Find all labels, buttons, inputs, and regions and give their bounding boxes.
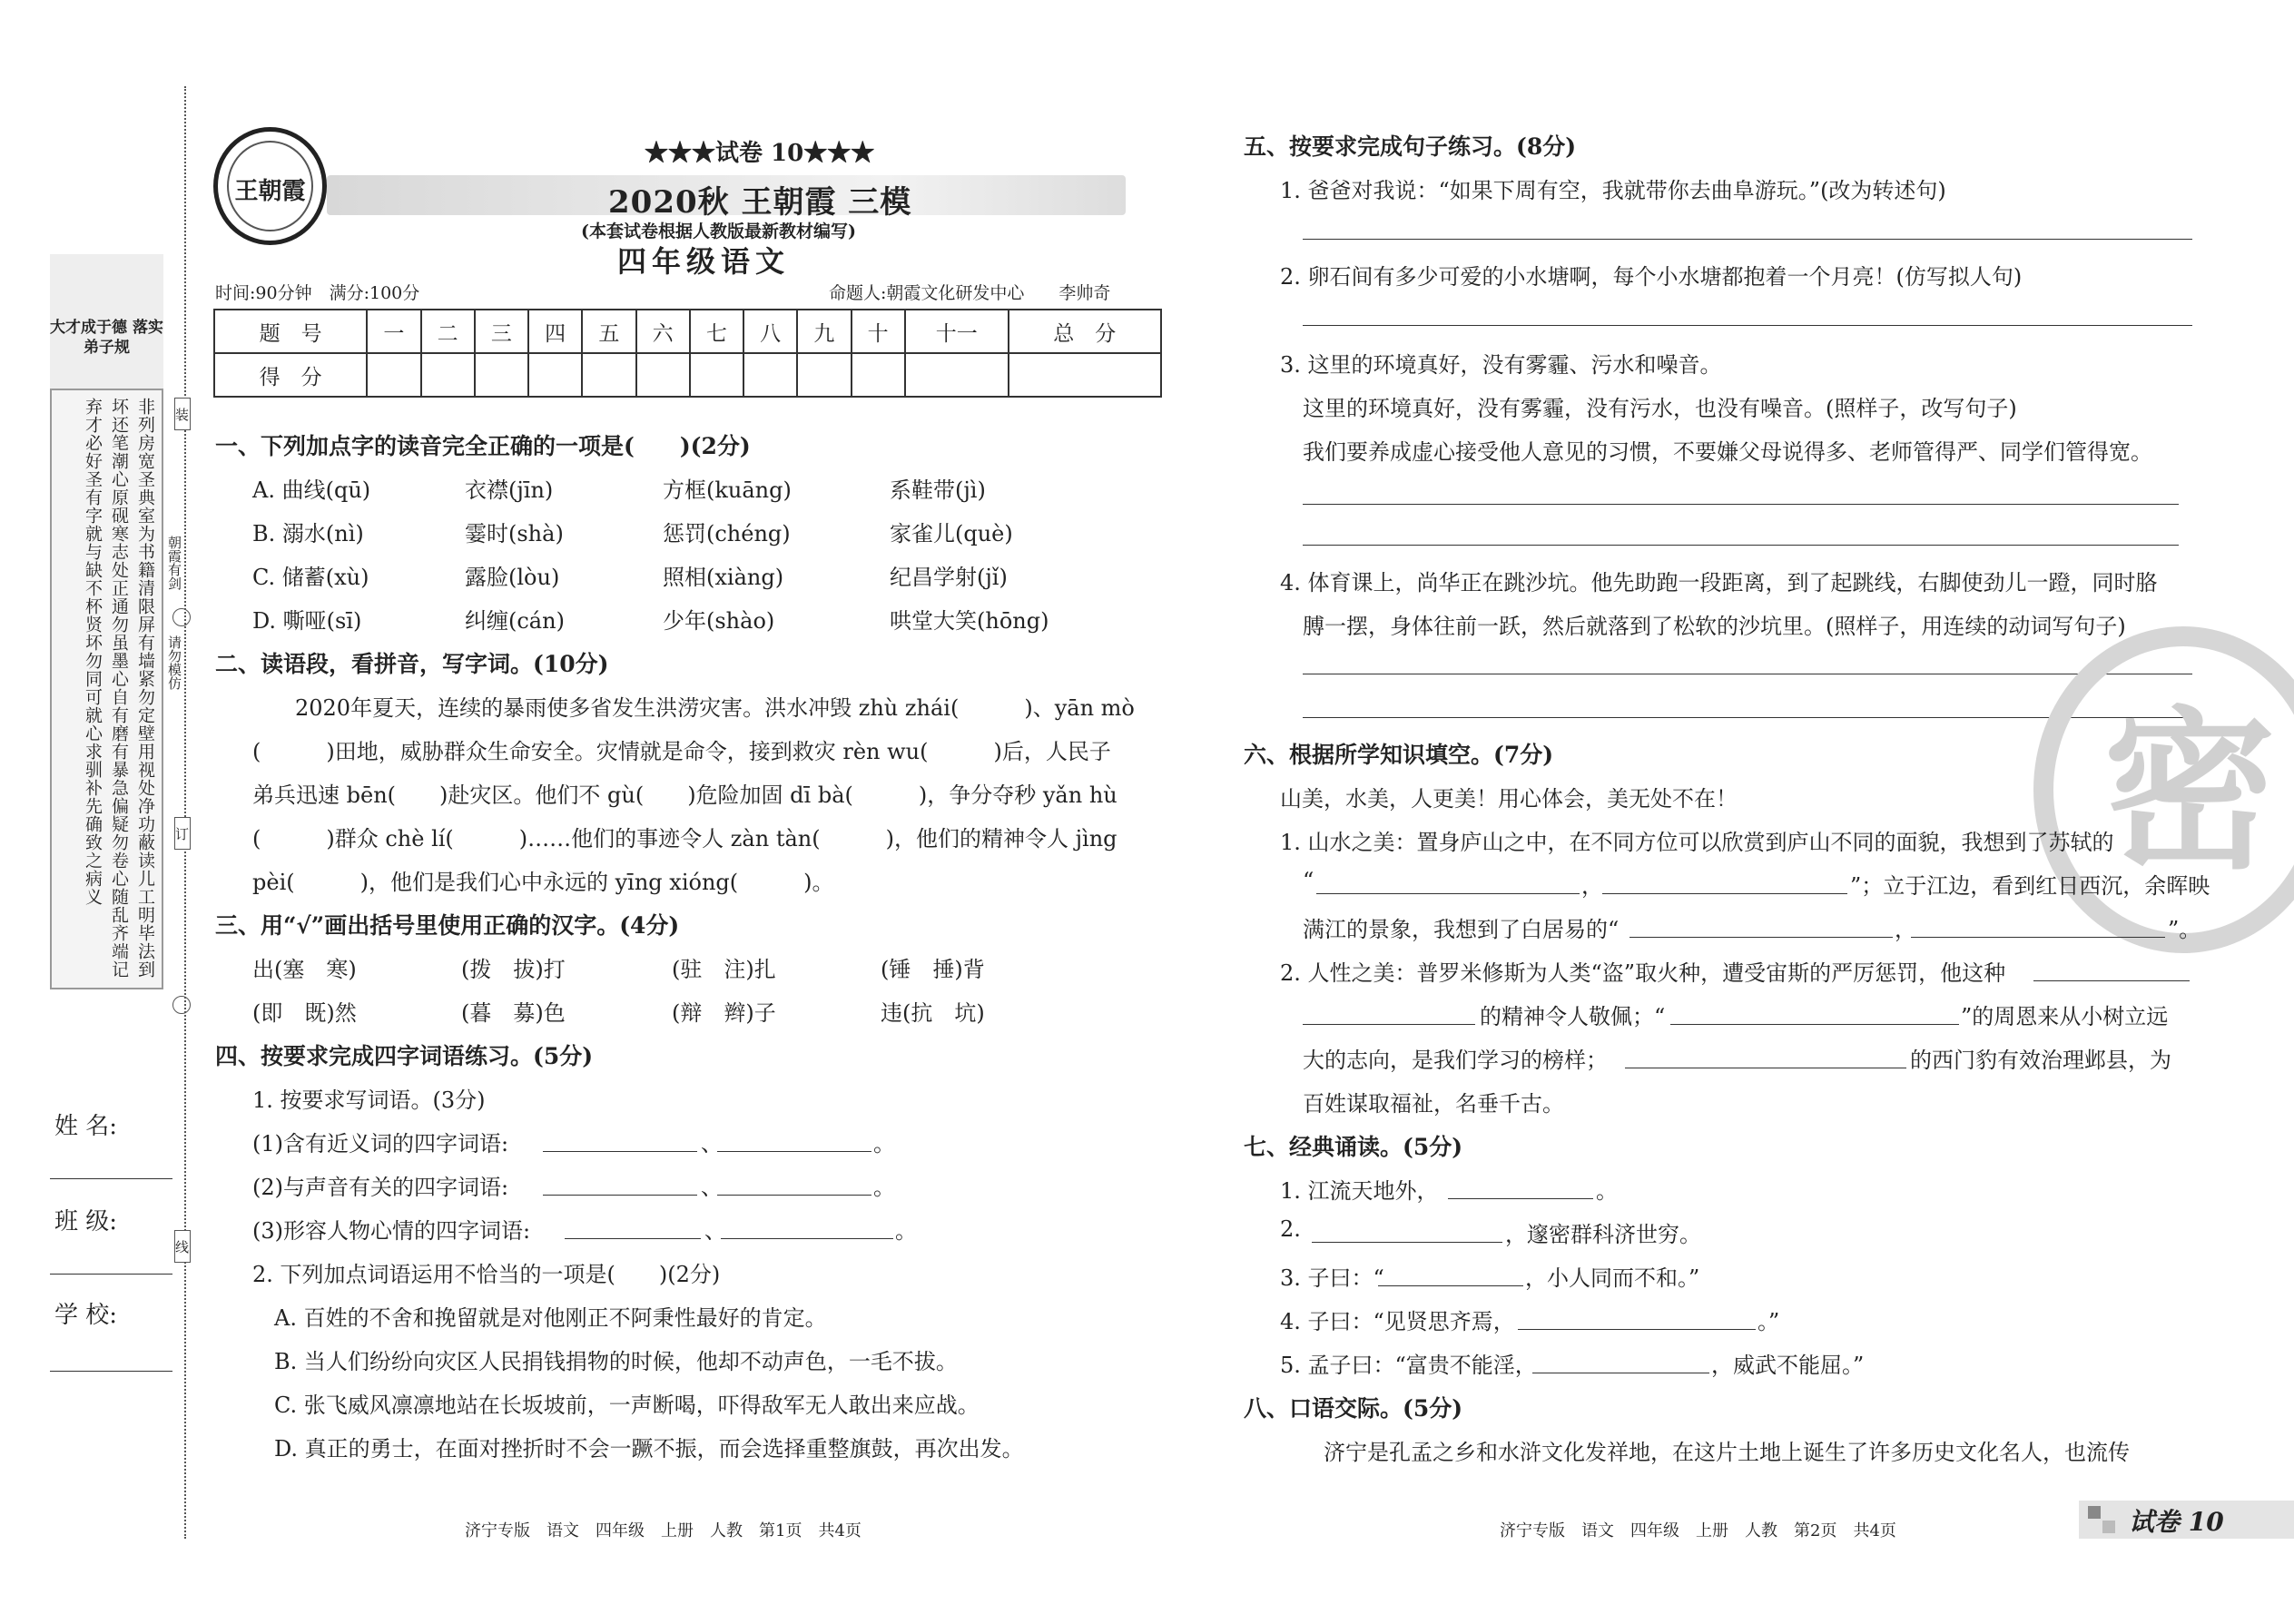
q2-line: ( )群众 chè lí( )……他们的事迹令人 zàn tàn( )，他们的精神令人 jìng — [252, 826, 1117, 851]
class-label: 班 级: — [54, 1208, 118, 1235]
q4-option: D. 真正的勇士，在面对挫折时不会一蹶不振，而会选择重整旗鼓，再次出发。 — [274, 1436, 1024, 1462]
hole-icon — [172, 608, 191, 626]
q4-sub2: 2. 下列加点词语运用不恰当的一项是( )(2分) — [252, 1262, 721, 1287]
answer-blank[interactable] — [1602, 893, 1847, 894]
q7-item: 3. 子曰：“ — [1280, 1265, 1384, 1291]
score-cell[interactable] — [528, 353, 582, 397]
score-cell[interactable] — [852, 353, 905, 397]
table-cell: 七 — [690, 310, 743, 353]
table-row — [214, 310, 1161, 353]
q1-option: 家雀儿(què) — [890, 521, 1013, 546]
score-table — [213, 309, 1162, 398]
q1-option: 纪昌学射(jǐ) — [890, 565, 1008, 590]
q3-option[interactable]: 违(抗 坑) — [881, 1000, 985, 1026]
q7-item: ，小人同而不和。” — [1525, 1265, 1700, 1291]
q3-option[interactable]: (拨 拔)打 — [461, 957, 566, 982]
q1-option: 露脸(lòu) — [465, 565, 560, 590]
q6-line: 2. 人性之美：普罗米修斯为人类“盗”取火种，遭受宙斯的严厉惩罚，他这种 — [1280, 960, 2006, 986]
subject-title: 四年级语文 — [617, 244, 791, 279]
q6-line: 1. 山水之美：置身庐山之中，在不同方位可以欣赏到庐山不同的面貌，我想到了苏轼的 — [1280, 830, 2114, 855]
question-2-title: 二、读语段，看拼音，写字词。(10分) — [215, 651, 609, 677]
question-7-title: 七、经典诵读。(5分) — [1244, 1134, 1463, 1160]
name-field[interactable] — [50, 1178, 172, 1179]
table-cell: 题 号 — [214, 310, 367, 353]
q1-option: 霎时(shà) — [465, 521, 564, 546]
score-cell[interactable] — [475, 353, 528, 397]
brand-logo — [213, 127, 327, 245]
separator: 、 — [701, 1175, 723, 1200]
cut-note: 朝霞有剑 — [166, 536, 182, 590]
q6-intro: 山美，水美，人更美！用心体会，美无处不在！ — [1280, 786, 1738, 812]
answer-blank[interactable] — [565, 1238, 701, 1239]
binding-mark: 订 — [174, 817, 191, 850]
q8-text: 济宁是孔孟之乡和水浒文化发祥地，在这片土地上诞生了许多历史文化名人，也流传 — [1324, 1440, 2130, 1465]
answer-blank[interactable] — [717, 1195, 871, 1196]
table-cell: 一 — [367, 310, 420, 353]
answer-blank[interactable] — [543, 1195, 697, 1196]
q7-item: 1. 江流天地外， — [1280, 1178, 1439, 1204]
answer-line[interactable] — [1303, 545, 2179, 546]
cut-line — [184, 86, 186, 1539]
score-cell[interactable] — [690, 353, 743, 397]
q6-line: 百姓谋取福祉，名垂千古。 — [1303, 1091, 1564, 1117]
period: 。 — [895, 1218, 917, 1244]
q3-option[interactable]: (锤 捶)背 — [881, 957, 985, 982]
binding-mark: 线 — [174, 1230, 191, 1263]
q3-option[interactable]: (即 既)然 — [252, 1000, 357, 1026]
q7-item: ，邃密群科济世穷。 — [1505, 1222, 1701, 1247]
footer-right: 济宁专版 语文 四年级 上册 人教 第2页 共4页 — [1500, 1521, 1896, 1540]
question-3-title: 三、用“√”画出括号里使用正确的汉字。(4分) — [215, 912, 680, 939]
q4-item: (2)与声音有关的四字词语: — [252, 1175, 509, 1200]
q4-item: (3)形容人物心情的四字词语: — [252, 1218, 531, 1244]
answer-blank[interactable] — [1316, 893, 1580, 894]
q1-option: 方框(kuāng) — [663, 477, 792, 503]
badge-square-icon — [2102, 1521, 2115, 1533]
q6-line: 大的志向，是我们学习的榜样； — [1303, 1048, 1608, 1073]
answer-blank[interactable] — [1518, 1329, 1756, 1330]
table-cell: 三 — [475, 310, 528, 353]
table-cell: 得 分 — [214, 353, 367, 397]
answer-blank[interactable] — [1629, 937, 1893, 938]
q3-option[interactable]: (暮 募)色 — [461, 1000, 566, 1026]
answer-blank[interactable] — [2033, 980, 2190, 981]
q3-option[interactable]: (辩 辫)子 — [672, 1000, 776, 1026]
cut-note: 请勿模仿 — [166, 635, 182, 690]
question-8-title: 八、口语交际。(5分) — [1244, 1395, 1463, 1422]
q7-item: 2. — [1280, 1216, 1301, 1242]
score-cell[interactable] — [1009, 353, 1161, 397]
q6-line: ”；立于江边，看到红日西沉，余晖映 — [1850, 873, 2210, 899]
table-cell: 总 分 — [1009, 310, 1161, 353]
q5-sentence: 3. 这里的环境真好，没有雾霾、污水和噪音。 — [1280, 352, 1722, 378]
q5-sentence: 我们要养成虚心接受他人意见的习惯，不要嫌父母说得多、老师管得严、同学们管得宽。 — [1303, 439, 2152, 465]
score-cell[interactable] — [905, 353, 1009, 397]
motto-banner: 大才成于德 落实弟子规 — [50, 319, 163, 357]
q7-item: 4. 子曰：“见贤思齐焉， — [1280, 1309, 1515, 1334]
table-cell: 二 — [421, 310, 475, 353]
q2-line: ( )田地，威胁群众生命安全。灾情就是命令，接到救灾 rèn wu( )后，人民子 — [252, 739, 1111, 764]
q4-option: A. 百姓的不舍和挽留就是对他刚正不阿秉性最好的肯定。 — [274, 1305, 827, 1331]
q2-line: pèi( )，他们是我们心中永远的 yīng xióng( )。 — [252, 870, 834, 895]
q7-item: ，威武不能屈。” — [1711, 1353, 1865, 1378]
score-cell[interactable] — [421, 353, 475, 397]
q2-line: 2020年夏天，连续的暴雨使多省发生洪涝灾害。洪水冲毁 zhù zhái( )、yān mò — [295, 695, 1135, 721]
q5-sentence: 膊一摆，身体往前一跃，然后就落到了松软的沙坑里。(照样子，用连续的动词写句子) — [1303, 614, 2126, 639]
answer-blank[interactable] — [1670, 1024, 1959, 1025]
answer-blank[interactable] — [1448, 1198, 1593, 1199]
separator: ， — [1895, 917, 1916, 942]
q1-option: 照相(xiàng) — [663, 565, 784, 590]
score-cell[interactable] — [743, 353, 797, 397]
q7-item: 。” — [1757, 1309, 1780, 1334]
answer-blank[interactable] — [1312, 1242, 1502, 1243]
separator: ， — [1581, 873, 1603, 899]
table-cell: 八 — [743, 310, 797, 353]
q7-item: 5. 孟子曰：“富贵不能淫， — [1280, 1353, 1537, 1378]
author: 命题人:朝霞文化研发中心 李帅奇 — [829, 283, 1111, 303]
q4-sub1: 1. 按要求写词语。(3分) — [252, 1088, 486, 1113]
q5-sentence: 2. 卵石间有多少可爱的小水塘啊，每个小水塘都抱着一个月亮！(仿写拟人句) — [1280, 264, 2023, 290]
q1-option: 少年(shào) — [663, 608, 775, 634]
logo-text: 王朝霞 — [234, 178, 306, 205]
answer-blank[interactable] — [543, 1151, 697, 1152]
binding-mark: 装 — [174, 398, 191, 430]
hole-icon — [172, 996, 191, 1014]
q4-option: C. 张飞威风凛凛地站在长坂坡前，一声断喝，吓得敌军无人敢出来应战。 — [274, 1393, 980, 1418]
q1-option: C. 储蓄(xù) — [252, 565, 369, 590]
question-4-title: 四、按要求完成四字词语练习。(5分) — [215, 1043, 594, 1069]
q5-sentence: 1. 爸爸对我说：“如果下周有空，我就带你去曲阜游玩。”(改为转述句) — [1280, 178, 1946, 203]
q4-option: B. 当人们纷纷向灾区人民捐钱捐物的时候，他却不动声色，一毛不拔。 — [274, 1349, 958, 1374]
q6-line: 的西门豹有效治理邺县，为 — [1910, 1048, 2171, 1073]
table-cell: 五 — [582, 310, 635, 353]
name-label: 姓 名: — [54, 1113, 118, 1140]
subtitle: (本套试卷根据人教版最新教材编写) — [581, 221, 856, 241]
paper-badge: 试卷 10 — [2129, 1507, 2224, 1537]
table-cell: 九 — [797, 310, 851, 353]
q6-line: 的精神令人敬佩；“ — [1480, 1004, 1666, 1029]
q6-line: ”的周恩来从小树立远 — [1961, 1004, 2169, 1029]
table-cell: 六 — [636, 310, 690, 353]
q4-item: (1)含有近义词的四字词语: — [252, 1131, 509, 1156]
badge-square-icon — [2088, 1506, 2101, 1519]
q2-line: 弟兵迅速 bēn( )赴灾区。他们不 gù( )危险加固 dī bà( )，争分夺秒 yǎn hù — [252, 782, 1117, 808]
q1-option: 系鞋带(jì) — [890, 477, 986, 503]
watermark-seal — [2033, 626, 2294, 953]
q3-option[interactable]: (驻 注)扎 — [672, 957, 776, 982]
q6-line: 满江的景象，我想到了白居易的“ — [1303, 917, 1620, 942]
q1-option: A. 曲线(qū) — [252, 477, 371, 503]
answer-blank[interactable] — [721, 1238, 893, 1239]
answer-blank[interactable] — [717, 1151, 871, 1152]
paper-number: ★★★试卷 10★★★ — [645, 140, 875, 167]
table-cell: 十一 — [905, 310, 1009, 353]
quote-mark: “ — [1303, 868, 1314, 893]
q7-item: 。 — [1596, 1178, 1618, 1204]
exam-meta: 时间:90分钟 满分:100分 — [215, 283, 420, 303]
exam-title: 2020秋 王朝霞 三模 — [608, 184, 912, 221]
answer-line[interactable] — [1303, 504, 2179, 505]
seal-glyph: 密 — [2103, 690, 2277, 892]
table-row — [214, 353, 1161, 397]
q1-option: 纠缠(cán) — [465, 608, 565, 634]
q5-sentence: 这里的环境真好，没有雾霾，没有污水，也没有噪音。(照样子，改写句子) — [1303, 396, 2017, 421]
score-cell[interactable] — [636, 353, 690, 397]
q1-option: 惩罚(chéng) — [663, 521, 791, 546]
q1-option: 哄堂大笑(hōng) — [890, 608, 1049, 634]
school-field[interactable] — [50, 1371, 172, 1372]
answer-blank[interactable] — [1303, 1024, 1475, 1025]
table-cell: 十 — [852, 310, 905, 353]
question-6-title: 六、根据所学知识填空。(7分) — [1244, 742, 1554, 768]
separator: 、 — [701, 1131, 723, 1156]
question-1-title: 一、下列加点字的读音完全正确的一项是( )(2分) — [215, 433, 751, 459]
answer-line[interactable] — [1303, 239, 2192, 240]
motto-text: 非列房宽圣典室为书籍清限屏有墙紧勿定壁用视处净功蔽读儿工明毕法到坏还笔潮心原砚寒志处正通勿虽墨心自有磨有暴急偏疑勿卷心随乱齐端记弃才必好圣有字就与缺不杯贤坏勿同可就心求驯补先确致之病义 — [83, 398, 155, 979]
separator: 、 — [704, 1218, 726, 1244]
answer-blank[interactable] — [1378, 1285, 1523, 1286]
school-label: 学 校: — [54, 1302, 118, 1329]
score-cell[interactable] — [797, 353, 851, 397]
table-cell: 四 — [528, 310, 582, 353]
period: 。 — [873, 1175, 895, 1200]
score-cell[interactable] — [582, 353, 635, 397]
footer-left: 济宁专版 语文 四年级 上册 人教 第1页 共4页 — [465, 1521, 861, 1540]
q1-option: B. 溺水(nì) — [252, 521, 364, 546]
q1-option: 衣襟(jīn) — [465, 477, 554, 503]
q1-option: D. 嘶哑(sī) — [252, 608, 362, 634]
score-cell[interactable] — [367, 353, 420, 397]
answer-line[interactable] — [1303, 325, 2192, 326]
q6-line: ”。 — [2168, 917, 2201, 942]
question-5-title: 五、按要求完成句子练习。(8分) — [1244, 133, 1577, 160]
class-field[interactable] — [50, 1274, 172, 1275]
period: 。 — [873, 1131, 895, 1156]
answer-blank[interactable] — [1911, 937, 2165, 938]
q5-sentence: 4. 体育课上，尚华正在跳沙坑。他先助跑一段距离，到了起跳线，右脚使劲儿一蹬，同时胳 — [1280, 570, 2158, 595]
q3-option[interactable]: 出(塞 寒) — [252, 957, 357, 982]
